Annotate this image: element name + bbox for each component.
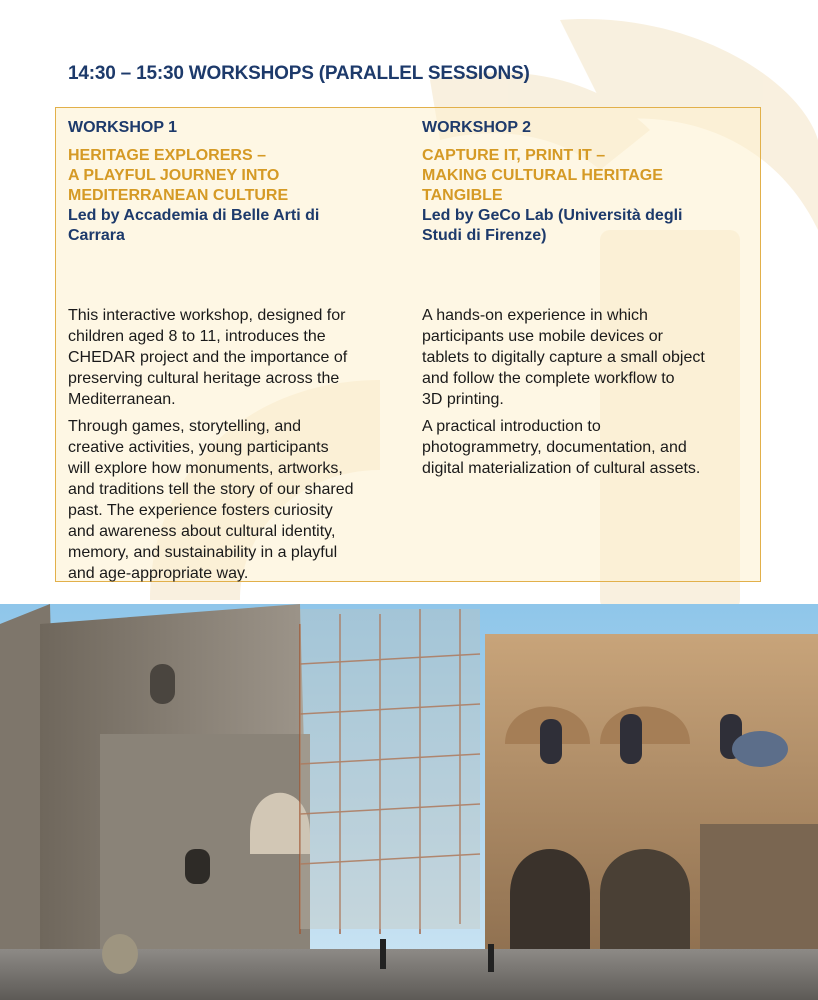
workshops-panel [55, 107, 761, 582]
workshop-1-paragraph: This interactive workshop, designed for children aged 8 to 11, introduces the CHEDAR project and the importance of preserving cultural heritage across the Mediterranean. [68, 307, 348, 408]
session-title: 14:30 – 15:30 WORKSHOPS (PARALLEL SESSIONS) [68, 63, 530, 84]
workshop-2-paragraph: A hands-on experience in which participants use mobile devices or tablets to digitally capture a small object and follow the complete workflow to 3D printing. [422, 307, 705, 408]
workshop-2-paragraph: A practical introduction to photogrammetry, documentation, and digital materialization of cultural assets. [422, 418, 701, 477]
workshop-1-label: WORKSHOP 1 [68, 119, 178, 136]
workshop-1-description [68, 305, 354, 590]
workshop-2-title: CAPTURE IT, PRINT IT – MAKING CULTURAL HERITAGE TANGIBLE [422, 147, 663, 204]
heritage-building-photo [0, 604, 818, 1000]
workshop-1-paragraph: Through games, storytelling, and creative activities, young participants will explore how monuments, artworks, and traditions tell the story of our shared past. The experience fosters curiosity and awareness about cultural identity, memory, and sustainability in a playful and age-appropriate way. [68, 418, 354, 582]
workshop-1-title: HERITAGE EXPLORERS – A PLAYFUL JOURNEY INTO MEDITERRANEAN CULTURE [68, 147, 289, 204]
workshop-1-lead: Led by Accademia di Belle Arti di Carrara [68, 207, 320, 244]
workshop-1 [68, 119, 398, 582]
workshop-2-description [422, 305, 705, 485]
workshop-2-lead: Led by GeCo Lab (Università degli Studi di Firenze) [422, 207, 683, 244]
workshop-2-label: WORKSHOP 2 [422, 119, 532, 136]
workshop-2 [422, 119, 752, 477]
